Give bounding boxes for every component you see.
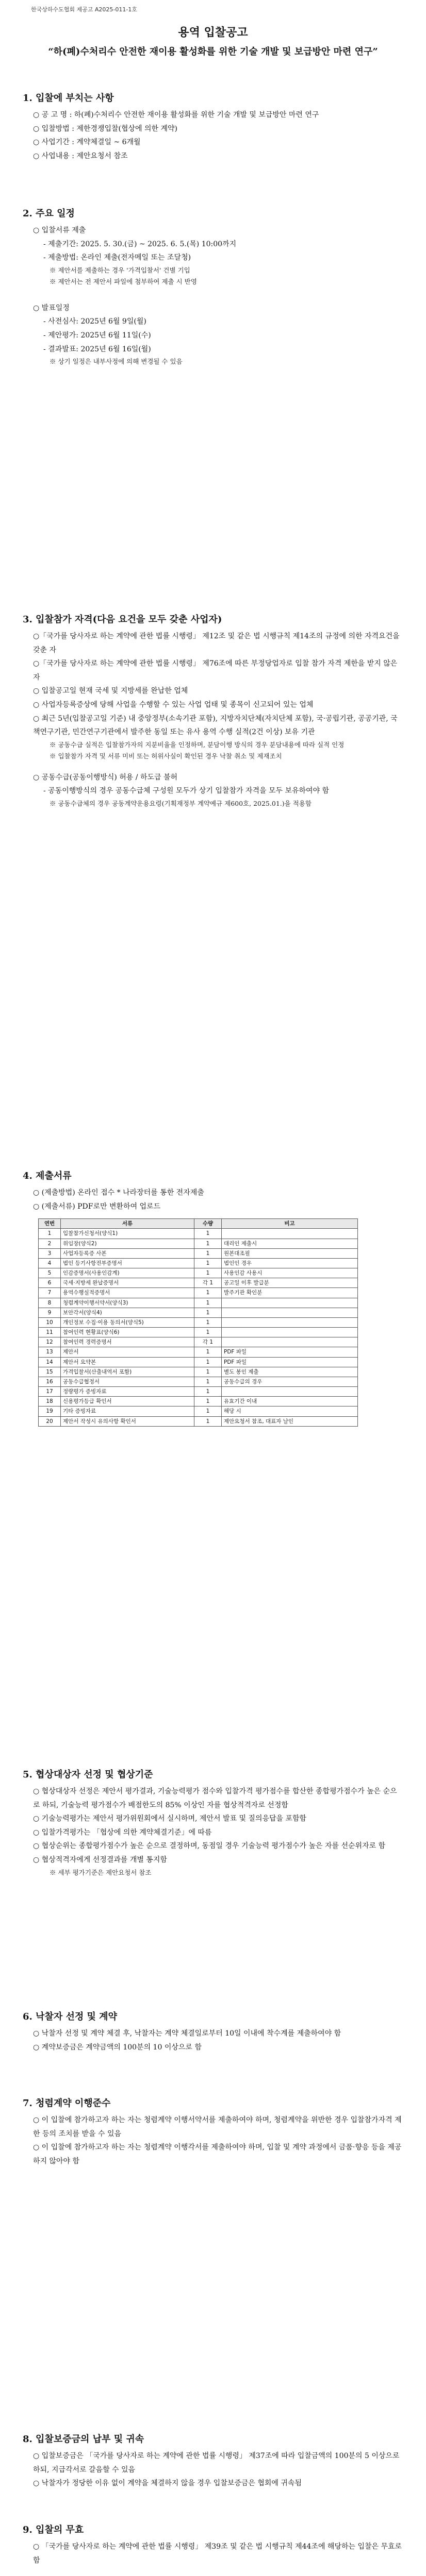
table-cell: 11 bbox=[39, 1328, 61, 1337]
table-cell: PDF 파일 bbox=[222, 1347, 358, 1357]
table-cell: 9 bbox=[39, 1308, 61, 1317]
section-line: ○ 사업자등록증상에 당해 사업을 수행할 수 있는 사업 업태 및 종목이 신고되어 있는 업체 bbox=[33, 700, 314, 709]
table-cell: 사용인감 사용시 bbox=[222, 1268, 358, 1278]
table-cell: 17 bbox=[39, 1387, 61, 1397]
section-heading: 8. 입찰보증금의 납부 및 귀속 bbox=[23, 2434, 144, 2445]
section-line: ○ 공 고 명 : 하(폐)수처리수 안전한 재이용 활성화를 위한 기술 개발 및 보급방안 마련 연구 bbox=[33, 111, 319, 119]
table-header: 서류 bbox=[61, 1219, 194, 1229]
section-line: ○ 「국가를 당사자로 하는 계약에 관한 법률 시행령」 제39조 및 같은 법 시행규칙 제44조에 해당하는 입찰은 무효로 함 bbox=[33, 2543, 404, 2565]
table-cell: 1 bbox=[194, 1387, 222, 1397]
table-row bbox=[39, 1278, 358, 1288]
section-6 bbox=[23, 2009, 403, 2054]
section-line: ○ 이 입찰에 참가하고자 하는 자는 청렴계약 이행서약서를 제출하여야 하며, 청렴계약을 위반한 경우 입찰참가자격 제한 등의 조치를 받을 수 있음 bbox=[33, 2116, 402, 2138]
table-cell: 1 bbox=[194, 1406, 222, 1416]
table-cell bbox=[222, 1229, 358, 1239]
table-cell: 1 bbox=[194, 1248, 222, 1258]
section-note: ※ 세부 평가기준은 제안요청서 참조 bbox=[50, 1868, 152, 1876]
table-cell: 보안각서(양식4) bbox=[61, 1308, 194, 1317]
table-cell: 2 bbox=[39, 1239, 61, 1248]
table-cell bbox=[222, 1328, 358, 1337]
table-row bbox=[39, 1308, 358, 1317]
table-cell bbox=[222, 1308, 358, 1317]
section-line: ○「국가를 당사자로 하는 계약에 관한 법률 시행령」 제12조 및 같은 법 시행규칙 제14조의 규정에 의한 자격요건을 갖춘 자 bbox=[33, 632, 402, 654]
section-note: ※ 제안서는 전 제안서 파일에 첨부하여 제출 시 반영 bbox=[50, 278, 197, 286]
table-cell: 인감증명서(사용인감계) bbox=[61, 1268, 194, 1278]
table-cell bbox=[222, 1387, 358, 1397]
table-cell: 공동수급의 경우 bbox=[222, 1377, 358, 1386]
table-cell: 원본대조필 bbox=[222, 1248, 358, 1258]
table-cell: 기타 증빙자료 bbox=[61, 1406, 194, 1416]
table-row bbox=[39, 1387, 358, 1397]
table-cell: 20 bbox=[39, 1416, 61, 1426]
table-header: 비고 bbox=[222, 1219, 358, 1229]
table-cell: 해당 시 bbox=[222, 1406, 358, 1416]
table-cell: 참여인력 현황표(양식6) bbox=[61, 1328, 194, 1337]
table-header: 수량 bbox=[194, 1219, 222, 1229]
table-row bbox=[39, 1347, 358, 1357]
section-line: ○ 낙찰자가 정당한 이유 없이 계약을 체결하지 않을 경우 입찰보증금은 협회에 귀속됨 bbox=[33, 2479, 302, 2488]
section-line: ○ 사업기간 : 계약체결일 ~ 6개월 bbox=[33, 138, 141, 147]
section-line: ○「국가를 당사자로 하는 계약에 관한 법률 시행령」 제76조에 따른 부정당업자로 입찰 참가 자격 제한을 받지 않은 자 bbox=[33, 659, 400, 682]
section-line: ○ 입찰서류 제출 bbox=[33, 226, 86, 234]
table-cell: 청렴계약이행서약서(양식3) bbox=[61, 1298, 194, 1308]
section-line: - 제출기간: 2025. 5. 30.(금) ~ 2025. 6. 5.(목) 10:00까지 bbox=[43, 240, 237, 248]
table-row bbox=[39, 1367, 358, 1377]
table-cell: 제안서 bbox=[61, 1347, 194, 1357]
table-cell: 공고일 이후 발급분 bbox=[222, 1278, 358, 1288]
table-cell: 3 bbox=[39, 1248, 61, 1258]
table-cell: 1 bbox=[194, 1347, 222, 1357]
section-8 bbox=[23, 2432, 403, 2490]
table-header: 연번 bbox=[39, 1219, 61, 1229]
section-line: - 제출방법: 온라인 제출(전자메일 또는 조달청) bbox=[43, 253, 191, 262]
section-heading: 4. 제출서류 bbox=[23, 1171, 72, 1181]
table-cell: 18 bbox=[39, 1397, 61, 1406]
section-line: ○ (제출방법) 온라인 접수 * 나라장터를 통한 전자제출 bbox=[33, 1189, 204, 1197]
page-subtitle: “하(폐)수처리수 안전한 재이용 활성화를 위한 기술 개발 및 보급방안 마련 연구” bbox=[48, 46, 378, 57]
section-heading: 1. 입찰에 부치는 사항 bbox=[23, 93, 114, 104]
table-cell: 사업자등록증 사본 bbox=[61, 1248, 194, 1258]
table-cell: 가격입찰서(산출내역서 포함) bbox=[61, 1367, 194, 1377]
table-row bbox=[39, 1406, 358, 1416]
table-cell: 각 1 bbox=[194, 1337, 222, 1347]
table-cell: 15 bbox=[39, 1367, 61, 1377]
table-cell: 개인정보 수집·이용 동의서(양식5) bbox=[61, 1317, 194, 1327]
table-cell: 유효기간 이내 bbox=[222, 1397, 358, 1406]
table-cell: 공동수급협정서 bbox=[61, 1377, 194, 1386]
section-line: ○ 최근 5년(입찰공고일 기준) 내 중앙정부(소속기관 포함), 지방자치단체(자치단체 포함), 국·공립기관, 공공기관, 국책연구기관, 민간연구기관에서 발주한 동일 또는 유사 용역 수행 실적(2건 이상) 보유 기관 bbox=[33, 714, 398, 737]
section-note: ※ 제안서를 제출하는 경우 '가격입찰서' 건별 기입 bbox=[50, 266, 190, 274]
page-title: 용역 입찰공고 bbox=[178, 26, 248, 39]
table-cell: 대리인 제출시 bbox=[222, 1239, 358, 1248]
table-cell: 정량평가 증빙자료 bbox=[61, 1387, 194, 1397]
table-cell: 1 bbox=[194, 1308, 222, 1317]
section-heading: 7. 청렴계약 이행준수 bbox=[23, 2098, 111, 2109]
section-line: ○ 발표일정 bbox=[33, 303, 70, 312]
section-line: ○ 협상순위는 종합평가점수가 높은 순으로 결정하며, 동점일 경우 기술능력 평가점수가 높은 자를 선순위자로 함 bbox=[33, 1842, 386, 1851]
table-row bbox=[39, 1268, 358, 1278]
section-line: - 제안평가: 2025년 6월 11일(수) bbox=[43, 331, 151, 340]
table-cell bbox=[222, 1298, 358, 1308]
table-row bbox=[39, 1337, 358, 1347]
table-cell: 신용평가등급 확인서 bbox=[61, 1397, 194, 1406]
section-line: - 결과발표: 2025년 6월 16일(월) bbox=[43, 345, 151, 353]
section-4 bbox=[23, 1168, 403, 1427]
table-cell: 14 bbox=[39, 1357, 61, 1367]
table-row bbox=[39, 1248, 358, 1258]
table-row bbox=[39, 1258, 358, 1268]
table-cell: 5 bbox=[39, 1268, 61, 1278]
table-cell: 4 bbox=[39, 1258, 61, 1268]
table-row bbox=[39, 1328, 358, 1337]
table-row bbox=[39, 1298, 358, 1308]
table-cell: PDF 파일 bbox=[222, 1357, 358, 1367]
table-cell: 발주기관 확인분 bbox=[222, 1288, 358, 1298]
table-cell: 제안요청서 참조, 대표자 날인 bbox=[222, 1416, 358, 1426]
section-7 bbox=[23, 2096, 403, 2168]
section-1 bbox=[23, 91, 403, 163]
section-note: ※ 공동수급체의 경우 공동계약운용요령(기획재정부 계약예규 제600호, 2025.01.)을 적용함 bbox=[50, 799, 312, 807]
table-cell: 법인 등기사항전부증명서 bbox=[61, 1258, 194, 1268]
table-cell: 1 bbox=[194, 1239, 222, 1248]
table-row bbox=[39, 1288, 358, 1298]
section-line: - 공동이행방식의 경우 공동수급체 구성원 모두가 상기 입찰참가 자격을 모두 보유하여야 함 bbox=[43, 787, 330, 795]
section-2 bbox=[23, 206, 403, 368]
section-note: ※ 입찰참가 자격 및 서류 미비 또는 허위사실이 확인된 경우 낙찰 취소 및 제재조치 bbox=[50, 752, 282, 760]
table-row bbox=[39, 1229, 358, 1239]
section-line: - 사전심사: 2025년 6월 9일(월) bbox=[43, 317, 146, 326]
table-cell: 1 bbox=[194, 1268, 222, 1278]
table-cell: 1 bbox=[194, 1328, 222, 1337]
table-cell: 1 bbox=[194, 1229, 222, 1239]
section-line: ○ 입찰공고일 현재 국세 및 지방세를 완납한 업체 bbox=[33, 687, 188, 696]
table-cell bbox=[222, 1337, 358, 1347]
table-cell: 제안서 작성시 유의사항 확인서 bbox=[61, 1416, 194, 1426]
table-row bbox=[39, 1397, 358, 1406]
title-block bbox=[31, 24, 395, 59]
table-cell bbox=[222, 1317, 358, 1327]
table-cell: 7 bbox=[39, 1288, 61, 1298]
table-cell: 10 bbox=[39, 1317, 61, 1327]
section-line: ○ 기술능력평가는 제안서 평가위원회에서 실시하며, 제안서 발표 및 질의응답을 포함함 bbox=[33, 1815, 307, 1823]
table-cell: 1 bbox=[194, 1367, 222, 1377]
table-cell: 1 bbox=[194, 1288, 222, 1298]
table-cell: 13 bbox=[39, 1347, 61, 1357]
document-code: 한국상하수도협회 제공고 A2025-011-1호 bbox=[31, 6, 137, 13]
section-line: ○ 협상대상자 선정은 제안서 평가결과, 기술능력평가 점수와 입찰가격 평가점수를 합산한 종합평가점수가 높은 순으로 하되, 기술능력 평가점수가 배점한도의 85% 이상인 자를 협상적격자로 선정함 bbox=[33, 1787, 397, 1809]
table-row bbox=[39, 1357, 358, 1367]
table-cell: 각 1 bbox=[194, 1278, 222, 1288]
section-heading: 2. 주요 일정 bbox=[23, 208, 75, 219]
section-line: ○ 입찰방법 : 제한경쟁입찰(협상에 의한 계약) bbox=[33, 124, 178, 133]
table-cell: 1 bbox=[194, 1397, 222, 1406]
table-row bbox=[39, 1416, 358, 1426]
table-cell: 참여인력 경력증명서 bbox=[61, 1337, 194, 1347]
table-cell: 1 bbox=[39, 1229, 61, 1239]
table-cell: 6 bbox=[39, 1278, 61, 1288]
section-line: ○ (제출서류) PDF로만 변환하여 업로드 bbox=[33, 1202, 161, 1211]
section-9 bbox=[23, 2522, 403, 2567]
section-heading: 9. 입찰의 무효 bbox=[23, 2524, 84, 2535]
table-cell: 1 bbox=[194, 1298, 222, 1308]
section-line: ○ 공동수급(공동이행방식) 허용 / 하도급 불허 bbox=[33, 773, 178, 782]
table-cell: 8 bbox=[39, 1298, 61, 1308]
table-row bbox=[39, 1377, 358, 1386]
table-body bbox=[39, 1229, 358, 1426]
table-cell: 입찰참가신청서(양식1) bbox=[61, 1229, 194, 1239]
table-cell: 1 bbox=[194, 1416, 222, 1426]
table-cell: 법인인 경우 bbox=[222, 1258, 358, 1268]
section-line: ○ 입찰보증금은 「국가를 당사자로 하는 계약에 관한 법률 시행령」 제37조에 따라 입찰금액의 100분의 5 이상으로 하되, 지급각서로 갈음할 수 있음 bbox=[33, 2452, 402, 2474]
section-note: ※ 상기 일정은 내부사정에 의해 변경될 수 있음 bbox=[50, 358, 183, 366]
table-cell: 국세·지방세 완납증명서 bbox=[61, 1278, 194, 1288]
section-3 bbox=[23, 612, 403, 809]
section-heading: 5. 협상대상자 선정 및 협상기준 bbox=[23, 1769, 153, 1780]
table-row bbox=[39, 1317, 358, 1327]
table-cell: 16 bbox=[39, 1377, 61, 1386]
section-line: ○ 낙찰자 선정 및 계약 체결 후, 낙찰자는 계약 체결일로부터 10일 이내에 착수계를 제출하여야 함 bbox=[33, 2029, 341, 2038]
table-cell: 12 bbox=[39, 1337, 61, 1347]
table-row bbox=[39, 1239, 358, 1248]
table-cell: 별도 봉인 제출 bbox=[222, 1367, 358, 1377]
table-cell: 1 bbox=[194, 1357, 222, 1367]
section-line: ○ 사업내용 : 제안요청서 참조 bbox=[33, 151, 128, 160]
section-heading: 6. 낙찰자 선정 및 계약 bbox=[23, 2011, 117, 2022]
section-line: ○ 계약보증금은 계약금액의 100분의 10 이상으로 함 bbox=[33, 2043, 202, 2052]
section-note: ※ 공동수급 실적은 입찰참가자의 지분비율을 인정하며, 분담이행 방식의 경우 분담내용에 따라 실적 인정 bbox=[50, 740, 345, 749]
section-line: ○ 입찰가격평가는 「협상에 의한 계약체결기준」에 따름 bbox=[33, 1828, 212, 1837]
section-5 bbox=[23, 1767, 403, 1878]
table-cell: 용역수행실적증명서 bbox=[61, 1288, 194, 1298]
section-line: ○ 협상적격자에게 선정결과를 개별 통지함 bbox=[33, 1855, 167, 1864]
section-line: ○ 이 입찰에 참가하고자 하는 자는 청렴계약 이행각서를 제출하여야 하며, 입찰 및 계약 과정에서 금품·향응 등을 제공하지 않아야 함 bbox=[33, 2143, 402, 2165]
table-cell: 19 bbox=[39, 1406, 61, 1416]
table-header-row bbox=[39, 1219, 358, 1229]
table-cell: 1 bbox=[194, 1317, 222, 1327]
document-table bbox=[38, 1218, 358, 1427]
table-cell: 1 bbox=[194, 1377, 222, 1386]
section-heading: 3. 입찰참가 자격(다음 요건을 모두 갖춘 사업자) bbox=[23, 614, 222, 625]
table-cell: 1 bbox=[194, 1258, 222, 1268]
table-cell: 제안서 요약본 bbox=[61, 1357, 194, 1367]
table-cell: 위임장(양식2) bbox=[61, 1239, 194, 1248]
